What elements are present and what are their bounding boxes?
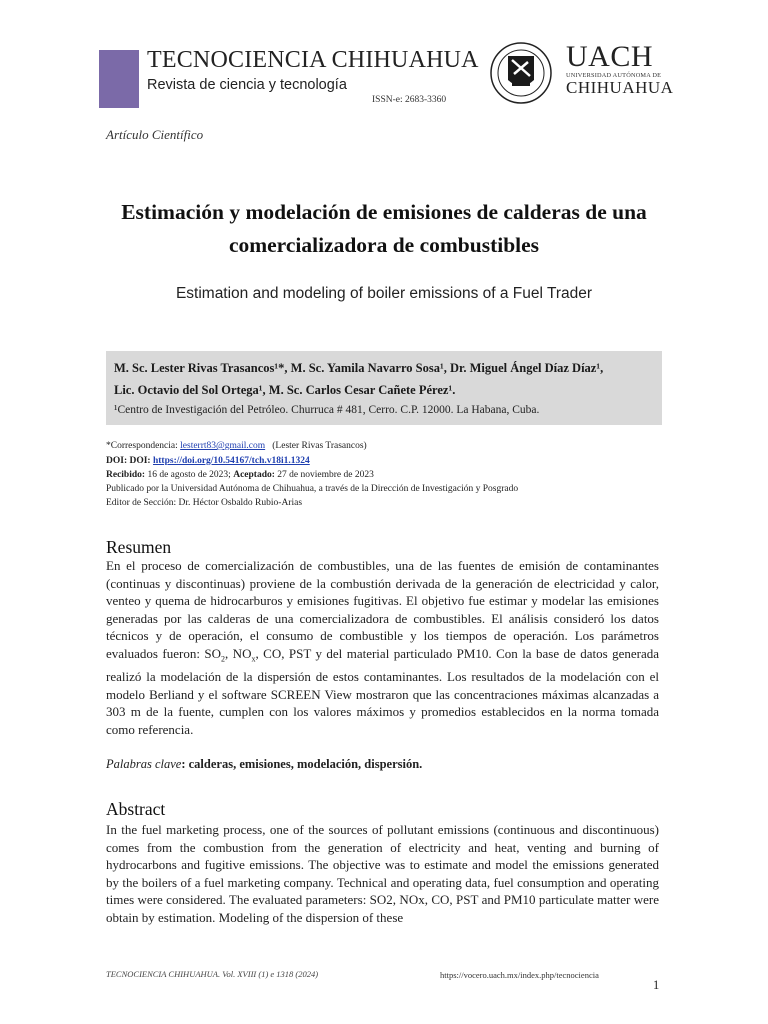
issn: ISSN-e: 2683-3360 [372,95,447,105]
keywords-text: : calderas, emisiones, modelación, dispersión. [181,757,423,771]
footer-journal-citation: TECNOCIENCIA CHIHUAHUA. Vol. XVIII (1) e 1318 (2024) [106,969,319,979]
authors-line-2: Lic. Octavio del Sol Ortega¹, M. Sc. Carlos Cesar Cañete Pérez¹. [114,383,456,397]
resumen-text [106,557,659,739]
keywords-label: Palabras clave [106,757,182,771]
correspondence-label: *Correspondencia: [106,441,181,451]
journal-name: TECNOCIENCIA CHIHUAHUA [147,47,479,73]
doi-link[interactable]: https://doi.org/10.54167/tch.v18i1.1324 [152,456,310,466]
resumen-heading: Resumen [106,537,172,557]
university-short-name: UACH [566,40,654,73]
university-seal-icon [490,42,552,104]
footer-url-link[interactable]: https://vocero.uach.mx/index.php/tecnociencia [440,970,599,980]
abstract-text: In the fuel marketing process, one of the sources of pollutant emissions (continuous and discontinuous) comes from the combustion from the generation of electricity and heat, venting and burning of hydrocarbons and fugitive emissions. The objective was to estimate and model the emissions generated by the boilers of a fuel marketing company. Technical and operating data, fuel consumption and operating times were considered. The evaluated parameters: SO2, NOx, CO, PST and PM10 particulate matter were obtain by estimation. Modeling of the dispersion of these [106,822,659,925]
university-full-name: UNIVERSIDAD AUTÓNOMA DE [566,72,662,79]
accepted-label: Aceptado: [233,470,275,480]
publisher-note: Publicado por la Universidad Autónoma de Chihuahua, a través de la Dirección de Investigación y Posgrado [106,484,519,494]
received-label: Recibido: [106,470,146,480]
doi [106,456,310,466]
correspondence [106,441,367,451]
university-city: CHIHUAHUA [566,78,674,97]
article-title-es: Estimación y modelación de emisiones de calderas de una comercializadora de combustibles [121,200,647,257]
nox-subscript: x [251,654,256,664]
page-number: 1 [653,978,660,992]
resumen-text-c: , CO, PST y del material particulado PM10. Con la base de datos generada realizó la modelación de la dispersión de estos contaminantes. Los resultados de la modelación con el modelo Berliand y el software SCREEN View mostraron que las concentraciones máximas alcanzadas a 303 m de la fuente, cumplen con los valores máximos y promedios establecidos en la norma tomada como referencia. [106,645,660,737]
resumen-text-b: , NO [225,645,252,661]
correspondence-email-link[interactable]: lesterrt83@gmail.com [180,441,266,451]
dates [106,470,374,480]
so2-subscript: 2 [221,654,225,664]
abstract-heading: Abstract [106,799,166,819]
article-title-en: Estimation and modeling of boiler emissions of a Fuel Trader [175,285,593,302]
resumen-text-a: En el proceso de comercialización de combustibles, una de las fuentes de emisión de contaminantes (continuas y discontinuas) proviene de la combustión derivada de la generación de electricidad y calor, venteo y quema de hidrocarburos y emisiones fugitivas. El objetivo fue estimar y modelar las emisiones generadas por las calderas de una comercializadora de combustibles. El análisis consideró los datos técnicos y de operación, el consumo de combustible y los tiempos de operación. Los parámetros evaluados fueron: SO [106,558,659,661]
authors-line-1: M. Sc. Lester Rivas Trasancos¹*, M. Sc. Yamila Navarro Sosa¹, Dr. Miguel Ángel Díaz Díaz¹, [114,361,604,375]
accepted-date: 27 de noviembre de 2023 [274,470,374,480]
section-editor: Editor de Sección: Dr. Héctor Osbaldo Rubio-Arias [106,498,303,508]
journal-subtitle: Revista de ciencia y tecnología [147,77,347,93]
affiliation: ¹Centro de Investigación del Petróleo. Churruca # 481, Cerro. C.P. 12000. La Habana, Cuba. [114,404,540,416]
correspondence-name: (Lester Rivas Trasancos) [265,441,367,451]
journal-brand-bar [99,50,139,108]
keywords [106,757,422,772]
article-type: Artículo Científico [106,127,204,142]
doi-label: DOI: DOI: [106,456,153,466]
received-date: 16 de agosto de 2023; [145,470,234,480]
